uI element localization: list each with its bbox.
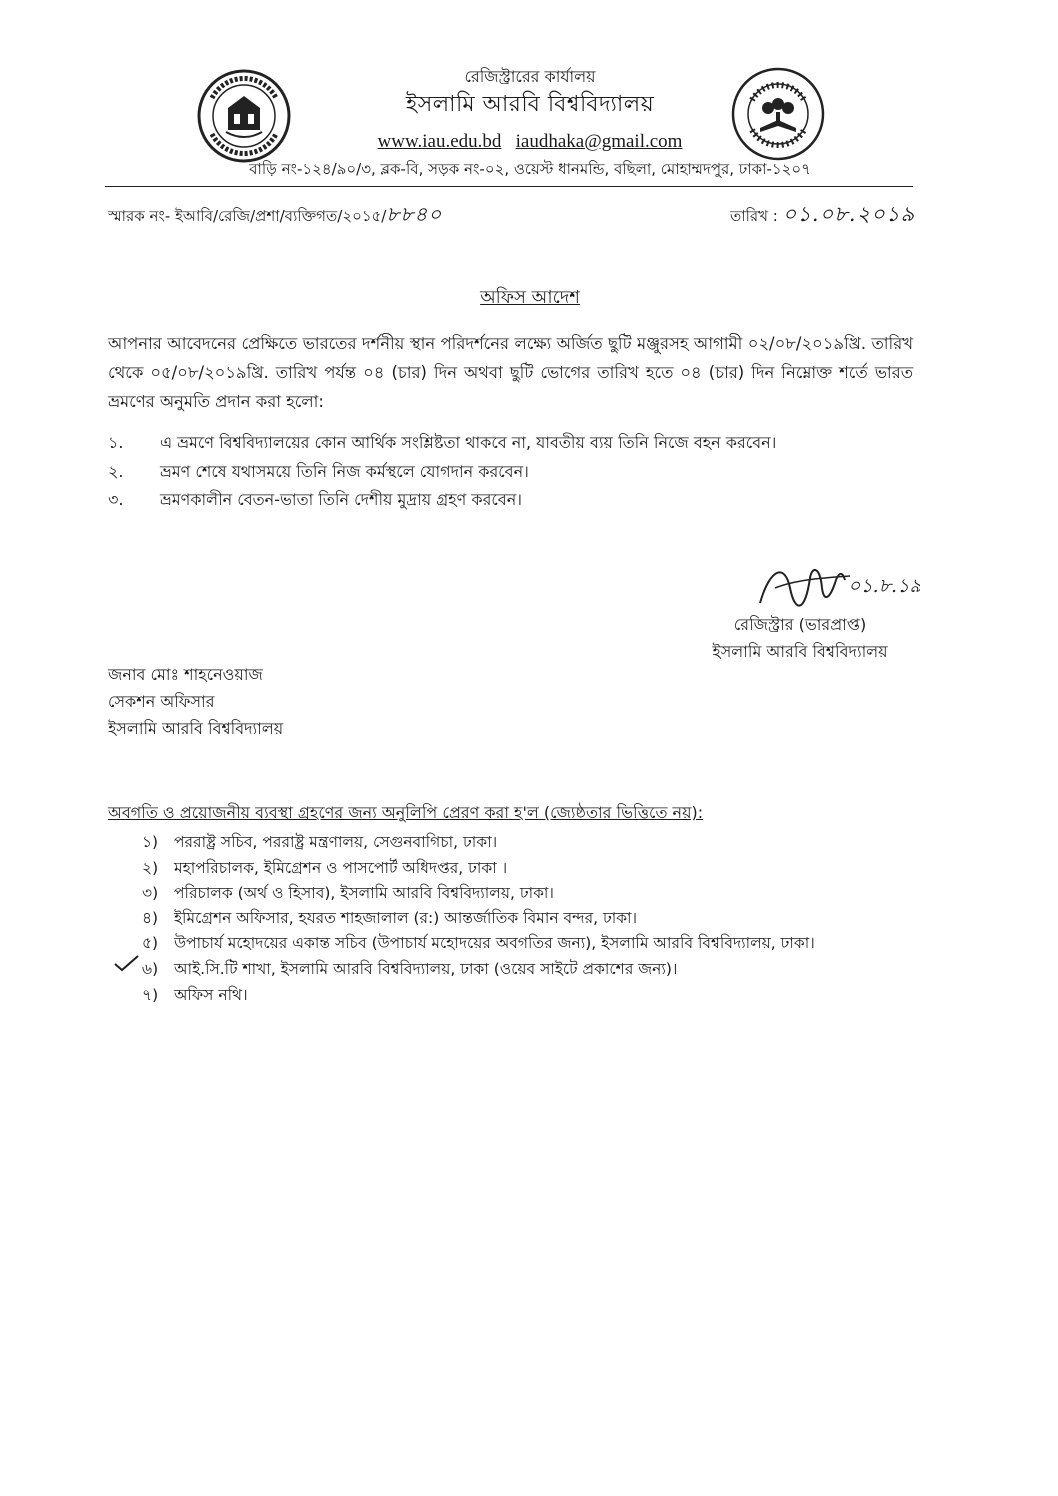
copy-text: পররাষ্ট্র সচিব, পররাষ্ট্র মন্ত্রণালয়, সেগুনবাগিচা, ঢাকা। xyxy=(174,833,498,851)
copy-text: মহাপরিচালক, ইমিগ্রেশন ও পাসপোর্ট অধিদপ্তর, ঢাকা । xyxy=(174,859,508,877)
memo-handwritten-number: ৮৮৪০ xyxy=(386,202,443,226)
handwritten-tick xyxy=(112,952,142,980)
document-title: অফিস আদেশ xyxy=(480,287,580,308)
copy-item xyxy=(142,983,248,1009)
signatory-institution: ইসলামি আরবি বিশ্ববিদ্যালয় xyxy=(712,642,888,661)
handwritten-date: ০১.০৮.২০১৯ xyxy=(782,202,916,226)
copy-item xyxy=(142,957,677,983)
condition-text: এ ভ্রমণে বিশ্ববিদ্যালয়ের কোন আর্থিক সংশ্লিষ্টতা থাকবে না, যাবতীয় ব্যয় তিনি নিজে বহন করবেন। xyxy=(160,433,777,452)
recipient-name: জনাব মোঃ শাহনেওয়াজ xyxy=(108,665,263,684)
memo-date xyxy=(730,198,915,233)
university-address: বাড়ি নং-১২৪/৯০/৩, ব্লক-বি, সড়ক নং-০২, ওয়েস্ট ধানমন্ডি, বছিলা, মোহাম্মদপুর, ঢাকা-১২০৭ xyxy=(249,160,811,178)
memo-prefix: স্মারক নং- ইআবি/রেজি/প্রশা/ব্যক্তিগত/২০১৫/ xyxy=(108,207,387,225)
copy-item xyxy=(142,856,507,882)
copy-text: অফিস নথি। xyxy=(174,986,248,1004)
header-rule xyxy=(105,186,913,187)
recipient-block xyxy=(108,661,283,742)
order-body: আপনার আবেদনের প্রেক্ষিতে ভারতের দর্শনীয় স্থান পরিদর্শনের লক্ষ্যে অর্জিত ছুটি মঞ্জুরসহ আগামী ০২/০৮/২০১৯খ্রি. তারিখ থেকে ০৫/০৮/২০১৯খ্রি. তারিখ পর্যন্ত ০৪ (চার) দিন অথবা ছুটি ভোগের তারিখ হতে ০৪ (চার) দিন নিম্নোক্ত শর্তে ভারত ভ্রমণের অনুমতি প্রদান করা হলো: xyxy=(108,334,913,411)
recipient-position: সেকশন অফিসার xyxy=(108,692,215,711)
copy-text: আই.সি.টি শাখা, ইসলামি আরবি বিশ্ববিদ্যালয়, ঢাকা (ওয়েব সাইটে প্রকাশের জন্য)। xyxy=(174,960,678,978)
signature-date: ০১.৮.১৯ xyxy=(848,575,920,597)
copy-item xyxy=(142,906,637,932)
copy-number: ৩) xyxy=(142,884,159,902)
signatory-designation: রেজিস্ট্রার (ভারপ্রাপ্ত) xyxy=(733,615,867,634)
copy-item xyxy=(142,931,815,957)
university-name: ইসলামি আরবি বিশ্ববিদ্যালয় xyxy=(405,92,655,117)
copy-number: ৭) xyxy=(142,986,159,1004)
copy-number: ১) xyxy=(142,833,159,851)
copy-item xyxy=(142,881,554,907)
copy-item xyxy=(142,830,497,856)
memo-number xyxy=(108,200,442,233)
condition-item xyxy=(108,430,913,457)
condition-number: ৩. xyxy=(108,490,124,509)
condition-item xyxy=(108,459,913,486)
copy-number: ৫) xyxy=(142,934,159,952)
condition-number: ২. xyxy=(108,462,124,481)
signatory-block xyxy=(690,611,910,665)
copy-text: উপাচার্য মহোদয়ের একান্ত সচিব (উপাচার্য মহোদয়ের অবগতির জন্য), ইসলামি আরবি বিশ্ববিদ্যালয়, ঢাকা। xyxy=(174,934,815,952)
copy-number: ৪) xyxy=(142,909,159,927)
recipient-institution: ইসলামি আরবি বিশ্ববিদ্যালয় xyxy=(108,719,284,738)
email-link[interactable]: iaudhaka@gmail.com xyxy=(515,131,683,152)
date-label: তারিখ : xyxy=(730,207,778,225)
motto-seal xyxy=(730,66,826,166)
condition-text: ভ্রমণ শেষে যথাসময়ে তিনি নিজ কর্মস্থলে যোগদান করবেন। xyxy=(160,462,529,481)
copy-number: ৬) xyxy=(142,960,159,978)
condition-number: ১. xyxy=(108,433,124,452)
condition-item xyxy=(108,487,913,514)
copy-text: পরিচালক (অর্থ ও হিসাব), ইসলামি আরবি বিশ্ববিদ্যালয়, ঢাকা। xyxy=(174,884,554,902)
university-logo xyxy=(196,68,292,168)
copy-text: ইমিগ্রেশন অফিসার, হযরত শাহজালাল (র:) আন্তর্জাতিক বিমান বন্দর, ঢাকা। xyxy=(174,909,638,927)
condition-text: ভ্রমণকালীন বেতন-ভাতা তিনি দেশীয় মুদ্রায় গ্রহণ করবেন। xyxy=(160,490,522,509)
office-name: রেজিস্ট্রারের কার্যালয় xyxy=(464,67,596,86)
copy-number: ২) xyxy=(142,859,159,877)
copy-heading: অবগতি ও প্রয়োজনীয় ব্যবস্থা গ্রহণের জন্য অনুলিপি প্রেরণ করা হ'ল (জ্যেষ্ঠতার ভিত্তিতে নয়): xyxy=(108,803,704,822)
contact-links xyxy=(300,131,760,153)
website-link[interactable]: www.iau.edu.bd xyxy=(377,131,502,152)
